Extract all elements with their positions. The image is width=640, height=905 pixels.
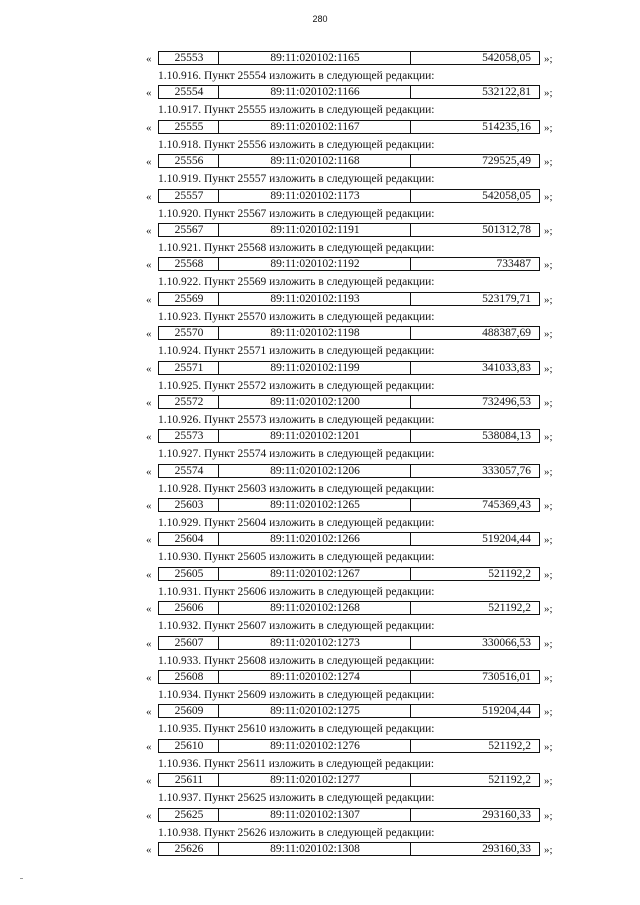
item-number-cell: 25553 [158, 51, 219, 65]
value-cell: 542058,05 [410, 51, 540, 65]
table-row [0, 738, 640, 756]
opening-quote: « [146, 156, 152, 169]
amendment-instruction: 1.10.921. Пункт 25568 изложить в следующей редакции: [158, 241, 435, 254]
value-cell: 729525,49 [410, 154, 540, 168]
amendment-instruction: 1.10.931. Пункт 25606 изложить в следующей редакции: [158, 585, 435, 598]
value-cell: 514235,16 [410, 120, 540, 134]
value-cell: 730516,01 [410, 670, 540, 684]
closing-quote: »; [544, 53, 553, 65]
amendment-instruction: 1.10.928. Пункт 25603 изложить в следующей редакции: [158, 482, 435, 495]
closing-quote: »; [544, 740, 553, 753]
opening-quote: « [146, 362, 152, 375]
opening-quote: « [146, 396, 152, 409]
cadastral-number-cell: 89:11:020102:1206 [218, 464, 411, 478]
table-row [0, 188, 640, 206]
opening-quote: « [146, 465, 152, 478]
value-cell: 341033,83 [410, 361, 540, 375]
table-row [0, 256, 640, 274]
opening-quote: « [146, 224, 152, 237]
page-number: 280 [312, 14, 328, 24]
value-cell: 519204,44 [410, 532, 540, 546]
item-number-cell: 25609 [158, 704, 219, 718]
amendment-instruction: 1.10.937. Пункт 25625 изложить в следующей редакции: [158, 792, 435, 805]
cadastral-number-cell: 89:11:020102:1192 [218, 257, 411, 271]
opening-quote: « [146, 809, 152, 822]
cadastral-number-cell: 89:11:020102:1308 [218, 842, 411, 856]
closing-quote: »; [544, 775, 553, 788]
amendment-instruction: 1.10.919. Пункт 25557 изложить в следующей редакции: [158, 173, 435, 186]
scan-speck [20, 878, 23, 879]
amendment-instruction: 1.10.932. Пункт 25607 изложить в следующей редакции: [158, 620, 435, 633]
closing-quote: »; [544, 190, 553, 203]
closing-quote: »; [544, 672, 553, 685]
item-number-cell: 25569 [158, 292, 219, 306]
closing-quote: »; [544, 465, 553, 478]
value-cell: 523179,71 [410, 292, 540, 306]
closing-quote: »; [544, 362, 553, 375]
value-cell: 542058,05 [410, 189, 540, 203]
value-cell: 521192,2 [410, 739, 540, 753]
value-cell: 519204,44 [410, 704, 540, 718]
item-number-cell: 25607 [158, 636, 219, 650]
table-row [0, 428, 640, 446]
opening-quote: « [146, 431, 152, 444]
cadastral-number-cell: 89:11:020102:1273 [218, 636, 411, 650]
item-number-cell: 25556 [158, 154, 219, 168]
value-cell: 733487 [410, 257, 540, 271]
opening-quote: « [146, 53, 152, 65]
opening-quote: « [146, 672, 152, 685]
item-number-cell: 25572 [158, 395, 219, 409]
closing-quote: »; [544, 156, 553, 169]
cadastral-number-cell: 89:11:020102:1275 [218, 704, 411, 718]
closing-quote: »; [544, 568, 553, 581]
value-cell: 521192,2 [410, 567, 540, 581]
cadastral-number-cell: 89:11:020102:1166 [218, 85, 411, 99]
closing-quote: »; [544, 293, 553, 306]
cadastral-number-cell: 89:11:020102:1266 [218, 532, 411, 546]
item-number-cell: 25610 [158, 739, 219, 753]
table-row [0, 669, 640, 687]
amendment-instruction: 1.10.922. Пункт 25569 изложить в следующей редакции: [158, 276, 435, 289]
table-row [0, 566, 640, 584]
opening-quote: « [146, 775, 152, 788]
cadastral-number-cell: 89:11:020102:1276 [218, 739, 411, 753]
table-row [0, 119, 640, 137]
cadastral-number-cell: 89:11:020102:1274 [218, 670, 411, 684]
cadastral-number-cell: 89:11:020102:1277 [218, 773, 411, 787]
opening-quote: « [146, 706, 152, 719]
value-cell: 488387,69 [410, 326, 540, 340]
value-cell: 538084,13 [410, 429, 540, 443]
closing-quote: »; [544, 431, 553, 444]
closing-quote: »; [544, 843, 553, 856]
table-row [0, 50, 640, 68]
table-row [0, 531, 640, 549]
cadastral-number-cell: 89:11:020102:1193 [218, 292, 411, 306]
item-number-cell: 25605 [158, 567, 219, 581]
cadastral-number-cell: 89:11:020102:1199 [218, 361, 411, 375]
value-cell: 532122,81 [410, 85, 540, 99]
cadastral-number-cell: 89:11:020102:1173 [218, 189, 411, 203]
opening-quote: « [146, 87, 152, 100]
value-cell: 333057,76 [410, 464, 540, 478]
cadastral-number-cell: 89:11:020102:1267 [218, 567, 411, 581]
table-row [0, 497, 640, 515]
table-row [0, 222, 640, 240]
cadastral-number-cell: 89:11:020102:1201 [218, 429, 411, 443]
closing-quote: »; [544, 809, 553, 822]
cadastral-number-cell: 89:11:020102:1268 [218, 601, 411, 615]
amendment-instruction: 1.10.929. Пункт 25604 изложить в следующей редакции: [158, 517, 435, 530]
value-cell: 732496,53 [410, 395, 540, 409]
closing-quote: »; [544, 706, 553, 719]
cadastral-number-cell: 89:11:020102:1198 [218, 326, 411, 340]
value-cell: 293160,33 [410, 842, 540, 856]
amendment-instruction: 1.10.935. Пункт 25610 изложить в следующей редакции: [158, 723, 435, 736]
value-cell: 745369,43 [410, 498, 540, 512]
value-cell: 521192,2 [410, 601, 540, 615]
amendment-instruction: 1.10.917. Пункт 25555 изложить в следующей редакции: [158, 104, 435, 117]
cadastral-number-cell: 89:11:020102:1191 [218, 223, 411, 237]
value-cell: 501312,78 [410, 223, 540, 237]
opening-quote: « [146, 328, 152, 341]
amendment-instruction: 1.10.923. Пункт 25570 изложить в следующей редакции: [158, 310, 435, 323]
item-number-cell: 25608 [158, 670, 219, 684]
closing-quote: »; [544, 259, 553, 272]
value-cell: 293160,33 [410, 808, 540, 822]
opening-quote: « [146, 568, 152, 581]
table-row [0, 635, 640, 653]
item-number-cell: 25557 [158, 189, 219, 203]
table-row [0, 807, 640, 825]
table-row [0, 600, 640, 618]
cadastral-number-cell: 89:11:020102:1265 [218, 498, 411, 512]
amendment-instruction: 1.10.930. Пункт 25605 изложить в следующей редакции: [158, 551, 435, 564]
item-number-cell: 25603 [158, 498, 219, 512]
amendment-instruction: 1.10.926. Пункт 25573 изложить в следующей редакции: [158, 413, 435, 426]
table-row [0, 360, 640, 378]
table-row [0, 325, 640, 343]
closing-quote: »; [544, 328, 553, 341]
value-cell: 521192,2 [410, 773, 540, 787]
amendment-instruction: 1.10.933. Пункт 25608 изложить в следующей редакции: [158, 654, 435, 667]
opening-quote: « [146, 603, 152, 616]
item-number-cell: 25573 [158, 429, 219, 443]
table-row [0, 153, 640, 171]
item-number-cell: 25611 [158, 773, 219, 787]
amendment-instruction: 1.10.924. Пункт 25571 изложить в следующей редакции: [158, 345, 435, 358]
amendment-instruction: 1.10.936. Пункт 25611 изложить в следующей редакции: [158, 757, 435, 770]
cadastral-number-cell: 89:11:020102:1167 [218, 120, 411, 134]
table-row [0, 291, 640, 309]
closing-quote: »; [544, 534, 553, 547]
opening-quote: « [146, 843, 152, 856]
table-row [0, 772, 640, 790]
cadastral-number-cell: 89:11:020102:1165 [218, 51, 411, 65]
amendment-instruction: 1.10.934. Пункт 25609 изложить в следующей редакции: [158, 689, 435, 702]
item-number-cell: 25606 [158, 601, 219, 615]
item-number-cell: 25571 [158, 361, 219, 375]
closing-quote: »; [544, 500, 553, 513]
item-number-cell: 25626 [158, 842, 219, 856]
amendment-instruction: 1.10.916. Пункт 25554 изложить в следующей редакции: [158, 70, 435, 82]
amendment-instruction: 1.10.918. Пункт 25556 изложить в следующей редакции: [158, 138, 435, 151]
table-row [0, 703, 640, 721]
opening-quote: « [146, 534, 152, 547]
cadastral-number-cell: 89:11:020102:1200 [218, 395, 411, 409]
opening-quote: « [146, 740, 152, 753]
amendment-instruction: 1.10.920. Пункт 25567 изложить в следующей редакции: [158, 207, 435, 220]
item-number-cell: 25604 [158, 532, 219, 546]
item-number-cell: 25574 [158, 464, 219, 478]
closing-quote: »; [544, 637, 553, 650]
opening-quote: « [146, 259, 152, 272]
item-number-cell: 25568 [158, 257, 219, 271]
opening-quote: « [146, 637, 152, 650]
closing-quote: »; [544, 87, 553, 100]
table-row [0, 394, 640, 412]
value-cell: 330066,53 [410, 636, 540, 650]
opening-quote: « [146, 121, 152, 134]
closing-quote: »; [544, 121, 553, 134]
table-row [0, 463, 640, 481]
item-number-cell: 25554 [158, 85, 219, 99]
closing-quote: »; [544, 224, 553, 237]
opening-quote: « [146, 500, 152, 513]
item-number-cell: 25555 [158, 120, 219, 134]
closing-quote: »; [544, 603, 553, 616]
closing-quote: »; [544, 396, 553, 409]
opening-quote: « [146, 293, 152, 306]
amendment-instruction: 1.10.925. Пункт 25572 изложить в следующей редакции: [158, 379, 435, 392]
amendment-instruction: 1.10.927. Пункт 25574 изложить в следующей редакции: [158, 448, 435, 461]
item-number-cell: 25570 [158, 326, 219, 340]
item-number-cell: 25625 [158, 808, 219, 822]
item-number-cell: 25567 [158, 223, 219, 237]
table-row [0, 841, 640, 859]
document-body [0, 50, 640, 859]
amendment-instruction: 1.10.938. Пункт 25626 изложить в следующей редакции: [158, 826, 435, 839]
table-row [0, 84, 640, 102]
cadastral-number-cell: 89:11:020102:1168 [218, 154, 411, 168]
opening-quote: « [146, 190, 152, 203]
cadastral-number-cell: 89:11:020102:1307 [218, 808, 411, 822]
